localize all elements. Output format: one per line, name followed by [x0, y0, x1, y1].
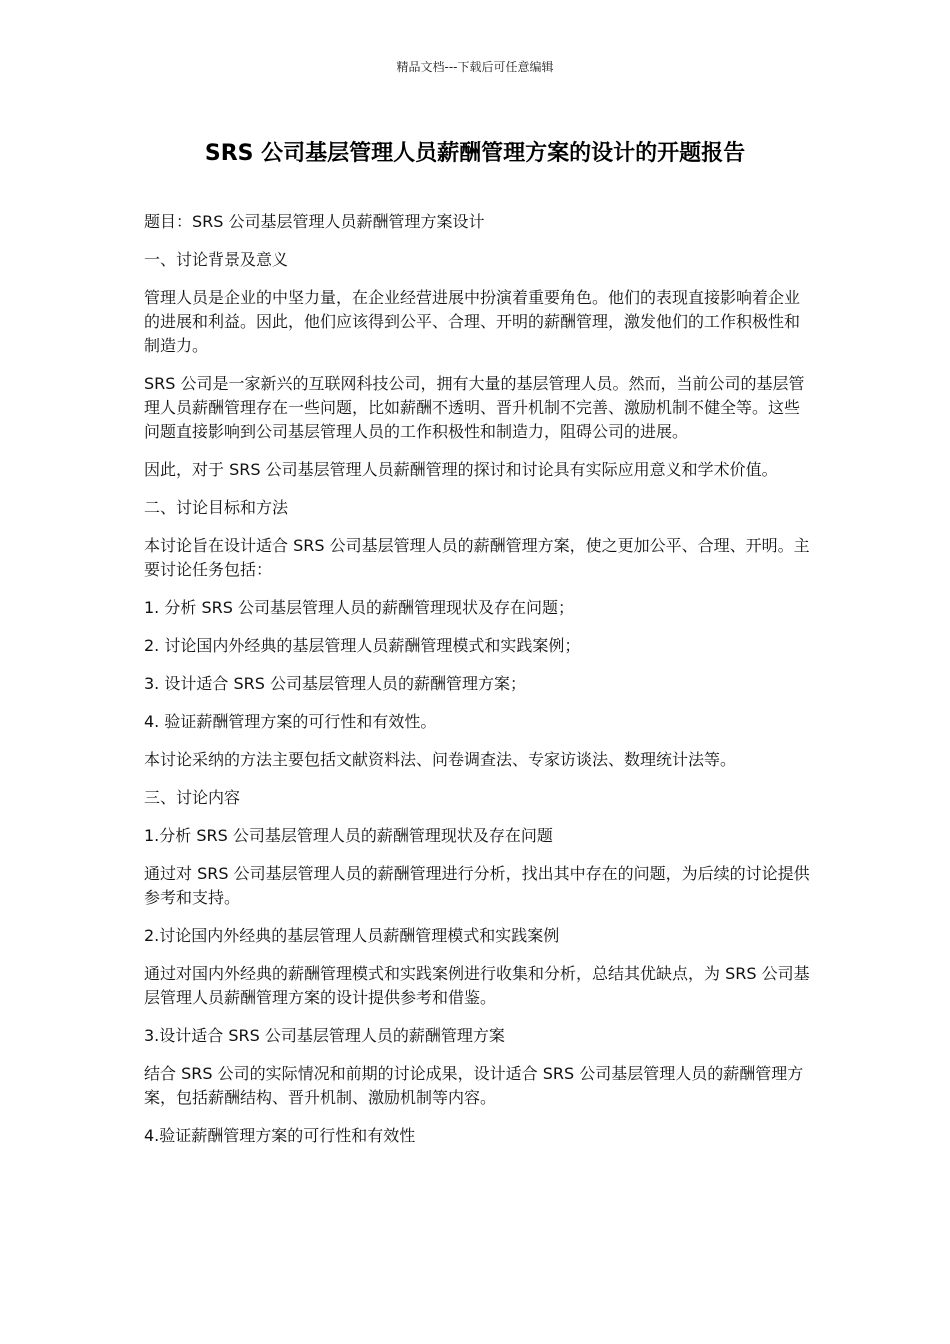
paragraph: 因此，对于 SRS 公司基层管理人员薪酬管理的探讨和讨论具有实际应用意义和学术价值。 — [144, 460, 778, 479]
paragraph: 管理人员是企业的中坚力量，在企业经营进展中扮演着重要角色。他们的表现直接影响着企业的进展和利益。因此，他们应该得到公平、合理、开明的薪酬管理，激发他们的工作积极性和制造力。 — [144, 288, 801, 355]
paragraph: 通过对国内外经典的薪酬管理模式和实践案例进行收集和分析，总结其优缺点，为 SRS 公司基层管理人员薪酬管理方案的设计提供参考和借鉴。 — [144, 964, 810, 1007]
list-item: 3. 设计适合 SRS 公司基层管理人员的薪酬管理方案； — [144, 674, 526, 693]
list-item: 1. 分析 SRS 公司基层管理人员的薪酬管理现状及存在问题； — [144, 598, 574, 617]
section-heading-2: 二、讨论目标和方法 — [144, 498, 289, 517]
paragraph: 本讨论采纳的方法主要包括文献资料法、问卷调查法、专家访谈法、数理统计法等。 — [144, 750, 737, 769]
subsection-heading: 2.讨论国内外经典的基层管理人员薪酬管理模式和实践案例 — [144, 926, 560, 945]
list-item: 2. 讨论国内外经典的基层管理人员薪酬管理模式和实践案例； — [144, 636, 581, 655]
paragraph: 结合 SRS 公司的实际情况和前期的讨论成果，设计适合 SRS 公司基层管理人员的薪酬管理方案，包括薪酬结构、晋升机制、激励机制等内容。 — [144, 1064, 804, 1107]
paragraph: SRS 公司是一家新兴的互联网科技公司，拥有大量的基层管理人员。然而，当前公司的基层管理人员薪酬管理存在一些问题，比如薪酬不透明、晋升机制不完善、激励机制不健全等。这些问题直接影响到公司基层管理人员的工作积极性和制造力，阻碍公司的进展。 — [144, 374, 805, 441]
document-title: SRS 公司基层管理人员薪酬管理方案的设计的开题报告 — [204, 141, 746, 166]
document-body — [144, 210, 810, 1162]
paragraph: 本讨论旨在设计适合 SRS 公司基层管理人员的薪酬管理方案，使之更加公平、合理、开明。主要讨论任务包括： — [144, 536, 810, 579]
subsection-heading: 1.分析 SRS 公司基层管理人员的薪酬管理现状及存在问题 — [144, 826, 553, 845]
topic-line: 题目：SRS 公司基层管理人员薪酬管理方案设计 — [144, 212, 485, 231]
subsection-heading: 4.验证薪酬管理方案的可行性和有效性 — [144, 1126, 416, 1145]
paragraph: 通过对 SRS 公司基层管理人员的薪酬管理进行分析，找出其中存在的问题，为后续的讨论提供参考和支持。 — [144, 864, 810, 907]
subsection-heading: 3.设计适合 SRS 公司基层管理人员的薪酬管理方案 — [144, 1026, 505, 1045]
list-item: 4. 验证薪酬管理方案的可行性和有效性。 — [144, 712, 437, 731]
section-heading-3: 三、讨论内容 — [144, 788, 241, 807]
header-note: 精品文档---下载后可任意编辑 — [396, 60, 554, 74]
section-heading-1: 一、讨论背景及意义 — [144, 250, 289, 269]
